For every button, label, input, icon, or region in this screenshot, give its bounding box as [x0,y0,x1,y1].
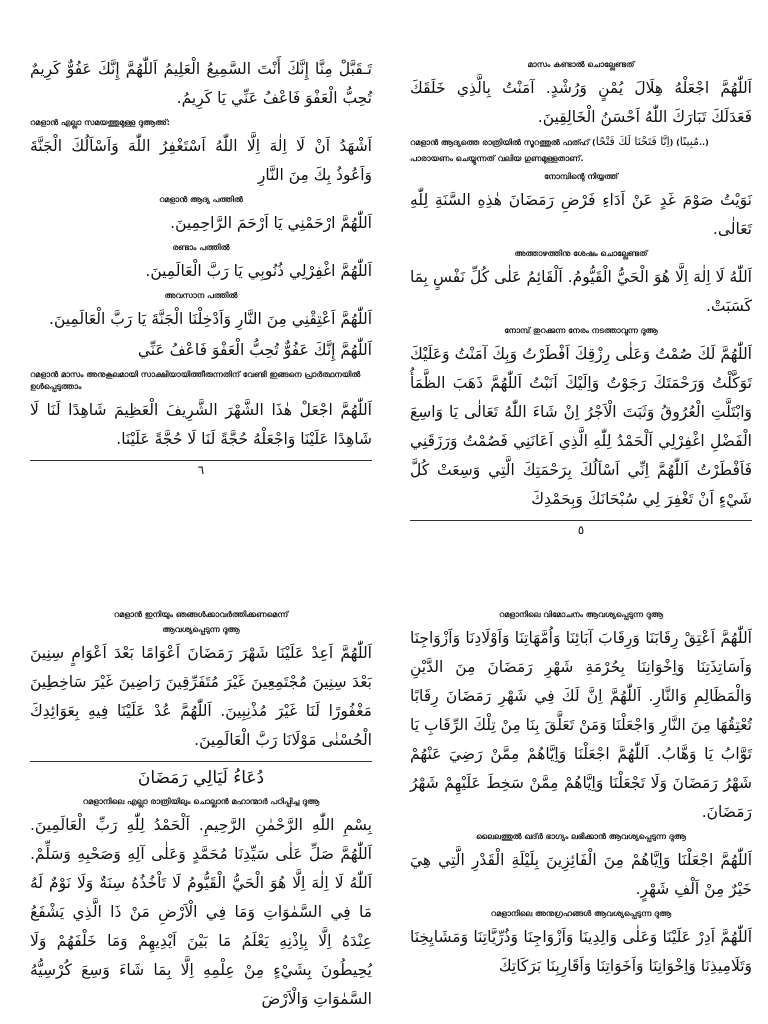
divider [30,761,372,762]
divider [30,460,372,461]
page-bottom-right [410,605,752,1024]
arabic-dua: اَللّٰهُمَّ اجْعَلْنَا وَاِيَّاهُمْ مِنَ الْفَائِزِينَ بِلَيْلَةِ الْقَدْرِ الَّتِي هِيَ خَيْرٌ مِنْ اَلْفِ شَهْرٍ. [410,851,752,898]
page-number: ٦ [197,463,205,477]
arabic-inline: اِنَّا فَتَحْنَا لَكَ فَتْحًا [595,135,670,148]
arabic-dua: اَشْهَدُ اَنْ لَا اِلٰهَ اِلَّا اللّٰهُ اَسْتَغْفِرُ اللّٰهَ وَاَسْاَلُكَ الْجَنَّةَ وَاَعُوذُ بِكَ مِنَ النَّارِ [30,137,372,184]
section-heading: റമളാൻ ആദ്യ പത്തിൽ [159,195,243,204]
section-heading: രണ്ടാം പത്തിൽ [172,243,230,252]
arabic-dua: نَوَيْتُ صَوْمَ غَدٍ عَنْ اَدَاءِ فَرْضِ رَمَضَانَ هٰذِهِ السَّنَةِ لِلّٰهِ تَعَالٰى. [410,191,752,238]
note-text: ) [669,138,674,147]
section-heading: അത്താഴത്തിനു ശേഷം ചൊല്ലേണ്ടത് [514,249,648,258]
section-heading: റമളാൻ മാസം അനുകൂലമായി സാക്ഷിയായിത്തീരുന്നതിന് വേണ്ടി ഇങ്ങനെ പ്രാർത്ഥനയിൽ ഉൾപ്പെടുത്താം [30,370,361,391]
arabic-dua: اَللّٰهُمَّ اجْعَلْ هٰذَا الشَّهْرَ الشَّرِيفَ الْعَظِيمَ شَاهِدًا لَنَا لَا شَاهِدًا عَلَيْنَا وَاجْعَلْهُ حُجَّةً لَنَا لَا حُجَّةً عَلَيْنَا. [30,401,372,448]
arabic-dua: اَللّٰهُمَّ اجْعَلْهُ هِلَالَ يُمْنٍ وَرُشْدٍ. آمَنْتُ بِالَّذِي خَلَقَكَ فَعَدَلَكَ تَبَارَكَ اللّٰهُ اَحْسَنُ الْخَالِقِينَ. [410,79,752,126]
divider [410,520,752,521]
section-heading: ലൈലത്തുൽ ഖദ്ർ ഭാഗ്യം ലഭിക്കാൻ ആവശ്യപ്പെടുന്ന ദുആ [476,832,686,841]
arabic-dua: اَللّٰهُ لَا اِلٰهَ اِلَّا هُوَ الْحَيُّ الْقَيُّومُ. اَلْقَائِمُ عَلٰى كُلِّ نَفْسٍ بِمَا كَسَبَتْ. [410,268,752,315]
arabic-dua: اَللّٰهُمَّ اَعْتِقْ رِقَابَنَا وَرِقَابَ آبَائِنَا وَاُمَّهَاتِنَا وَاَوْلَادِنَا وَاَزْوَاجِنَا وَاَسَاتِذَتِنَا وَاِخْوَانِنَا بِحُرْمَةِ شَهْرِ رَمَضَانَ مِنَ الدَّيْنِ وَالْمَظَالِمِ وَالنَّارِ. اَللّٰهُمَّ اِنَّ لَكَ فِي شَهْرِ رَمَضَانَ رِقَابًا تُعْتِقُهَا مِنَ النَّارِ وَاجْعَلْنَا وَمَنْ تَعَلَّقَ بِنَا مِنْ تِلْكَ الرِّقَابِ يَا تَوَّابُ يَا وَهَّابُ. اَللّٰهُمَّ اجْعَلْنَا وَاِيَّاهُمْ مِمَّنْ رَضِيَ عَنْهُمْ شَهْرُ رَمَضَانَ وَلَا تَجْعَلْنَا وَاِيَّاهُمْ مِمَّنْ سَخِطَ عَلَيْهِمْ شَهْرُ رَمَضَانَ. [410,629,752,821]
arabic-dua: اَللّٰهُمَّ اَعِدْ عَلَيْنَا شَهْرَ رَمَضَانَ اَعْوَامًا بَعْدَ اَعْوَامٍ سِنِينَ بَعْدَ سِنِينَ مُجْتَمِعِينَ غَيْرَ مُتَفَرِّقِينَ رَاضِينَ غَيْرَ سَاخِطِينَ مَغْفُورًا لَنَا غَيْرَ مُذْنِبِينَ. اَللّٰهُمَّ عُدْ عَلَيْنَا فِيهِ بِعَوَائِدِكَ الْحُسْنٰى مَوْلَانَا رَبَّ الْعَالَمِينَ. [30,644,372,749]
section-heading: നോമ്പിന്റെ നിയ്യത്ത് [544,172,618,181]
section-heading: റമളാൻ ഇനിയും ഞങ്ങൾക്കാവർത്തിക്കണമെന്ന് [113,610,289,619]
arabic-dua: اَللّٰهُمَّ إِنَّكَ عَفُوٌّ تُحِبُّ الْعَفْوَ فَاعْفُ عَنِّي [137,341,372,359]
note-text: ( [676,138,680,147]
arabic-inline: مُبِينًا [679,135,699,148]
arabic-dua: تَـقَبَّلْ مِنَّا إِنَّكَ أَنْتَ السَّمِيعُ الْعَلِيمُ اَللّٰهُمَّ إِنَّكَ عَفُوٌّ كَرِيمٌ تُحِبُّ الْعَفْوَ فَاعْفُ عَنِّي يَا كَرِيمُ. [30,60,372,107]
section-title: دُعَاءُ لَيَالِي رَمَضَانَ [137,768,265,788]
page-bottom-left [30,605,372,1024]
arabic-dua: اَللّٰهُمَّ اغْفِرْلِي ذُنُوبِي يَا رَبَّ الْعَالَمِينَ. [145,262,372,280]
section-heading: റമളാൻ എല്ലാ സമയത്തുമുള്ള ദുആഅ്: [30,118,171,127]
surah-fath-note [410,134,752,167]
note-text: റമളാൻ ആദ്യത്തെ രാത്രിയിൽ സൂറത്തുൽ ഫത്ഹ് ( [410,138,596,147]
note-text: ..) പാരായണം ചെയ്യുന്നത് വലിയ ഗുണമുള്ളതാണ്. [410,138,709,163]
section-heading: റമളാനിലെ അനുഗ്രഹങ്ങൾ ആവശ്യപ്പെടുന്ന ദുആ [490,909,672,918]
page-top-left [30,55,372,525]
section-heading: ആവശ്യപ്പെടുന്ന ദുആ [162,625,240,634]
section-heading: റമളാനിലെ എല്ലാ രാത്രിയിലും ചൊല്ലാൻ മഹാന്മാർ പഠിപ്പിച്ച ദുആ [82,797,320,806]
page-number: ٥ [577,523,585,537]
section-heading: മാസം കണ്ടാൽ ചൊല്ലേണ്ടത് [527,60,635,69]
section-heading: റമളാനിലെ വിമോചനം ആവശ്യപ്പെടുന്ന ദുആ [498,610,664,619]
arabic-dua: اَللّٰهُمَّ ارْحَمْنِي يَا اَرْحَمَ الرَّاحِمِينَ. [170,214,372,232]
arabic-dua: اَللّٰهُمَّ اَدِرْ عَلَيْنَا وَعَلٰى وَالِدِينَا وَاَزْوَاجِنَا وَذُرِّيَّاتِنَا وَمَشَايِخِنَا وَتَلَامِيذِنَا وَاِخْوَانِنَا وَاَخَوَاتِنَا وَاَقَارِبِنَا بَرَكَاتِكَ [410,928,752,975]
section-heading: അവസാന പത്തിൽ [164,291,238,300]
arabic-dua: بِسْمِ اللّٰهِ الرَّحْمٰنِ الرَّحِيمِ. اَلْحَمْدُ لِلّٰهِ رَبِّ الْعَالَمِينَ. اَللّٰهُمَّ صَلِّ عَلٰى سَيِّدِنَا مُحَمَّدٍ وَعَلٰى آلِهِ وَصَحْبِهِ وَسَلِّمْ. اَللّٰهُ لَا اِلٰهَ اِلَّا هُوَ الْحَيُّ الْقَيُّومُ لَا تَاْخُذُهُ سِنَةٌ وَلَا نَوْمٌ لَهُ مَا فِي السَّمٰوَاتِ وَمَا فِي الْاَرْضِ مَنْ ذَا الَّذِي يَشْفَعُ عِنْدَهُ اِلَّا بِاِذْنِهِ يَعْلَمُ مَا بَيْنَ اَيْدِيهِمْ وَمَا خَلْفَهُمْ وَلَا يُحِيطُونَ بِشَيْءٍ مِنْ عِلْمِهِ اِلَّا بِمَا شَاءَ وَسِعَ كُرْسِيُّهُ السَّمٰوَاتِ وَالْاَرْضَ [30,816,372,1008]
arabic-dua: اَللّٰهُمَّ لَكَ صُمْتُ وَعَلٰى رِزْقِكَ اَفْطَرْتُ وَبِكَ آمَنْتُ وَعَلَيْكَ تَوَكَّلْتُ وَرَحْمَتَكَ رَجَوْتُ وَاِلَيْكَ اَنَبْتُ اَللّٰهُمَّ ذَهَبَ الظَّمَأُ وَابْتَلَّتِ الْعُرُوقُ وَثَبَتَ الْاَجْرُ اِنْ شَاءَ اللّٰهُ تَعَالٰى يَا وَاسِعَ الْفَضْلِ اغْفِرْلِي اَلْحَمْدُ لِلّٰهِ الَّذِي اَعَانَنِي فَصُمْتُ وَرَزَقَنِي فَاَفْطَرْتُ اَللّٰهُمَّ اِنِّي اَسْاَلُكَ بِرَحْمَتِكَ الَّتِي وَسِعَتْ كُلَّ شَيْءٍ اَنْ تَغْفِرَ لِي سُبْحَانَكَ وَبِحَمْدِكَ [410,345,752,508]
arabic-dua: اَللّٰهُمَّ اَعْتِقْنِي مِنَ النَّارِ وَاَدْخِلْنَا الْجَنَّةَ يَا رَبَّ الْعَالَمِينَ. [49,310,372,328]
section-heading: നോമ്പ് തുറക്കുന്ന നേരം നടത്താവുന്ന ദുആ [504,326,658,335]
page-top-right [410,55,752,537]
